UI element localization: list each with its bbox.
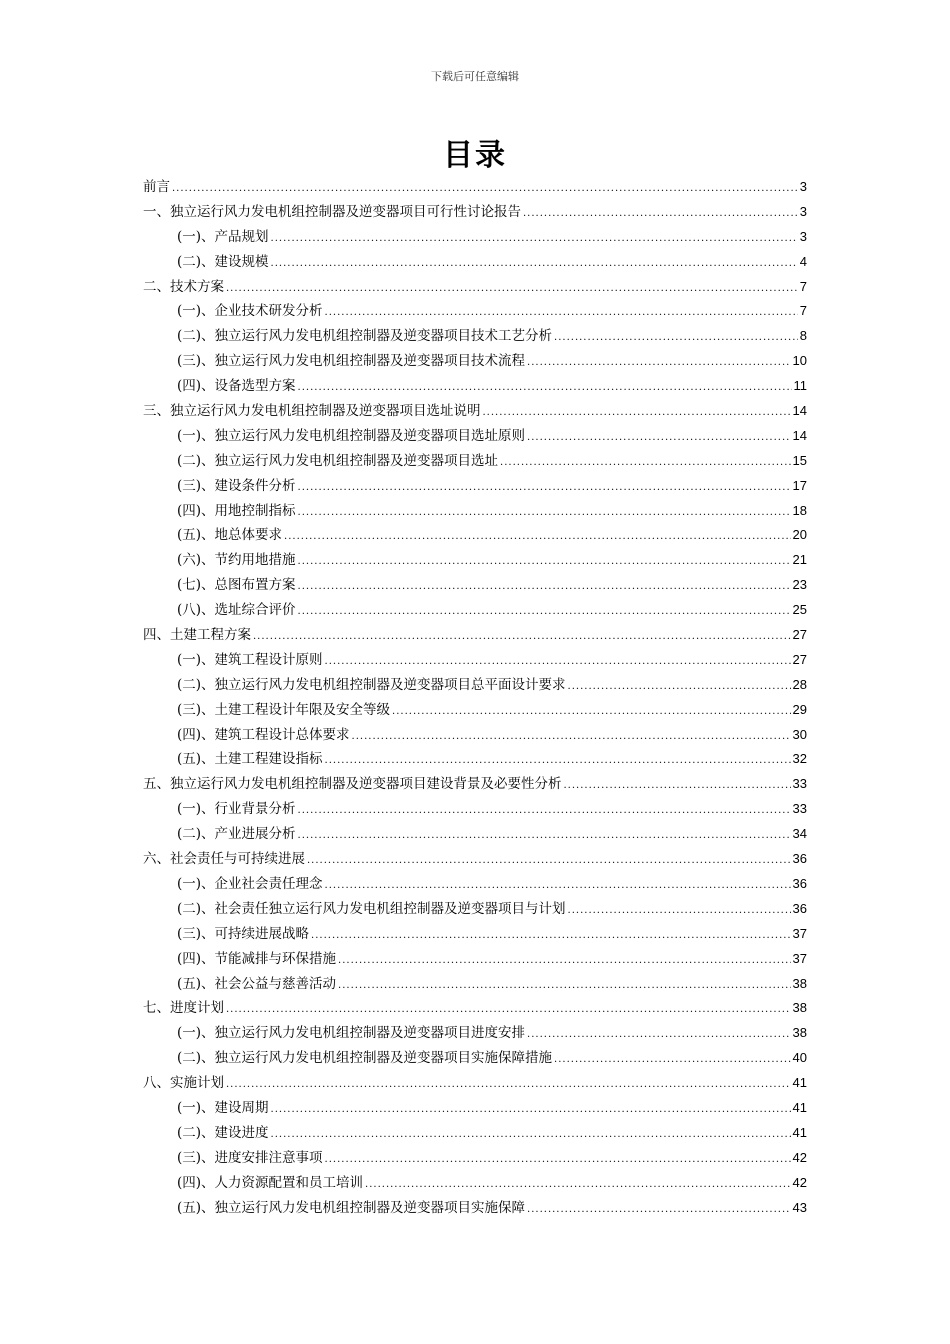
- toc-leader-dots: [352, 725, 791, 750]
- toc-leader-dots: [500, 451, 790, 476]
- toc-entry-page: 3: [799, 228, 807, 244]
- toc-entry-page: 37: [792, 950, 807, 966]
- toc-entry-page: 34: [792, 826, 807, 842]
- toc-entry-label: 七、进度计划: [143, 1000, 224, 1017]
- toc-leader-dots: [325, 1148, 791, 1173]
- toc-entry-page: 7: [799, 303, 807, 319]
- toc-entry-label: (四)、用地控制指标: [177, 502, 296, 519]
- toc-entry-page: 11: [793, 378, 807, 394]
- toc-entry[interactable]: [143, 324, 807, 349]
- toc-leader-dots: [338, 974, 790, 999]
- toc-entry-label: (二)、社会责任独立运行风力发电机组控制器及逆变器项目与计划: [177, 900, 566, 917]
- toc-entry-page: 40: [792, 1050, 807, 1066]
- toc-entry-page: 28: [792, 676, 807, 692]
- toc-leader-dots: [527, 351, 790, 376]
- toc-entry-page: 3: [799, 179, 807, 194]
- toc-entry[interactable]: [143, 897, 807, 922]
- toc-entry-label: 三、独立运行风力发电机组控制器及逆变器项目选址说明: [143, 403, 481, 420]
- toc-entry-page: 10: [792, 353, 807, 369]
- toc-leader-dots: [298, 376, 792, 401]
- toc-entry-page: 20: [792, 527, 807, 543]
- toc-entry-page: 21: [792, 552, 807, 568]
- toc-leader-dots: [527, 426, 790, 451]
- toc-leader-dots: [325, 874, 791, 899]
- toc-entry-label: (六)、节约用地措施: [177, 552, 296, 569]
- toc-entry[interactable]: [143, 250, 807, 275]
- toc-entry-page: 8: [799, 328, 807, 344]
- toc-entry[interactable]: [143, 1171, 807, 1196]
- toc-leader-dots: [568, 675, 791, 700]
- toc-leader-dots: [325, 650, 791, 675]
- toc-entry[interactable]: [143, 747, 807, 772]
- toc-entry-label: (四)、节能减排与环保措施: [177, 950, 337, 967]
- toc-leader-dots: [271, 227, 798, 252]
- toc-entry-label: (五)、土建工程建设指标: [177, 751, 323, 768]
- toc-entry-page: 36: [792, 851, 807, 867]
- toc-entry-page: 41: [792, 1075, 807, 1091]
- toc-entry[interactable]: [143, 474, 807, 499]
- toc-leader-dots: [392, 700, 790, 725]
- toc-entry-page: 38: [792, 1025, 807, 1041]
- toc-entry-label: (三)、进度安排注意事项: [177, 1149, 323, 1166]
- toc-entry-label: (三)、土建工程设计年限及安全等级: [177, 701, 391, 718]
- toc-leader-dots: [568, 899, 791, 924]
- toc-entry[interactable]: [143, 673, 807, 698]
- toc-leader-dots: [311, 924, 790, 949]
- toc-entry-label: (二)、产业进展分析: [177, 826, 296, 843]
- toc-leader-dots: [253, 625, 791, 650]
- toc-entry[interactable]: [143, 449, 807, 474]
- toc-entry-page: 41: [792, 1124, 807, 1140]
- toc-entry[interactable]: [143, 598, 807, 623]
- toc-entry[interactable]: [143, 1071, 807, 1096]
- toc-entry-label: (一)、独立运行风力发电机组控制器及逆变器项目选址原则: [177, 427, 526, 444]
- toc-entry-page: 25: [792, 602, 807, 618]
- toc-leader-dots: [172, 177, 798, 202]
- toc-entry-label: (四)、建筑工程设计总体要求: [177, 726, 350, 743]
- toc-entry[interactable]: [143, 499, 807, 524]
- toc-entry-label: (三)、独立运行风力发电机组控制器及逆变器项目技术流程: [177, 353, 526, 370]
- toc-entry-label: (四)、人力资源配置和员工培训: [177, 1174, 364, 1191]
- toc-entry-label: 一、独立运行风力发电机组控制器及逆变器项目可行性讨论报告: [143, 203, 521, 220]
- toc-entry[interactable]: [143, 399, 807, 424]
- toc-entry-page: 38: [792, 1000, 807, 1016]
- toc-entry-label: (二)、独立运行风力发电机组控制器及逆变器项目技术工艺分析: [177, 328, 553, 345]
- toc-entry[interactable]: [143, 1021, 807, 1046]
- toc-leader-dots: [307, 849, 791, 874]
- toc-entry[interactable]: [143, 1096, 807, 1121]
- toc-leader-dots: [298, 476, 791, 501]
- toc-entry[interactable]: [143, 872, 807, 897]
- toc-entry-label: (一)、企业社会责任理念: [177, 875, 323, 892]
- toc-entry[interactable]: [143, 225, 807, 250]
- toc-entry[interactable]: [143, 175, 807, 200]
- toc-leader-dots: [298, 600, 791, 625]
- toc-entry-label: (二)、独立运行风力发电机组控制器及逆变器项目选址: [177, 452, 499, 469]
- toc-entry[interactable]: [143, 972, 807, 997]
- toc-entry[interactable]: [143, 648, 807, 673]
- toc-leader-dots: [226, 1073, 791, 1098]
- toc-entry-label: (八)、选址综合评价: [177, 602, 296, 619]
- toc-entry-page: 4: [799, 253, 807, 269]
- toc-entry[interactable]: [143, 822, 807, 847]
- toc-leader-dots: [483, 401, 791, 426]
- toc-entry-label: (一)、产品规划: [177, 228, 269, 245]
- toc-entry[interactable]: [143, 623, 807, 648]
- toc-leader-dots: [298, 824, 791, 849]
- toc-entry-label: (二)、建设规模: [177, 253, 269, 270]
- toc-entry-label: 八、实施计划: [143, 1075, 224, 1092]
- toc-entry-label: 二、技术方案: [143, 278, 224, 295]
- toc-leader-dots: [365, 1173, 790, 1198]
- toc-entry[interactable]: [143, 200, 807, 225]
- toc-entry[interactable]: [143, 698, 807, 723]
- toc-leader-dots: [298, 575, 791, 600]
- toc-entry-label: (一)、行业背景分析: [177, 801, 296, 818]
- toc-entry[interactable]: [143, 573, 807, 598]
- toc-entry[interactable]: [143, 922, 807, 947]
- toc-entry[interactable]: [143, 548, 807, 573]
- toc-entry-label: (五)、地总体要求: [177, 527, 283, 544]
- toc-entry-page: 30: [792, 726, 807, 742]
- toc-leader-dots: [523, 202, 798, 227]
- toc-entry[interactable]: [143, 349, 807, 374]
- toc-entry-page: 29: [792, 701, 807, 717]
- toc-leader-dots: [554, 326, 798, 351]
- toc-entry[interactable]: [143, 947, 807, 972]
- toc-entry-label: 六、社会责任与可持续进展: [143, 851, 305, 868]
- toc-entry-label: (五)、社会公益与慈善活动: [177, 975, 337, 992]
- toc-leader-dots: [527, 1023, 790, 1048]
- toc-entry-page: 38: [792, 975, 807, 991]
- toc-entry-page: 33: [792, 776, 807, 792]
- toc-entry-page: 42: [792, 1149, 807, 1165]
- toc-leader-dots: [564, 774, 791, 799]
- toc-leader-dots: [298, 550, 791, 575]
- toc-entry-label: (一)、建筑工程设计原则: [177, 651, 323, 668]
- toc-entry-page: 18: [792, 502, 807, 518]
- toc-entry-label: (五)、独立运行风力发电机组控制器及逆变器项目实施保障: [177, 1199, 526, 1216]
- table-of-contents: [143, 175, 807, 1220]
- toc-entry-label: 五、独立运行风力发电机组控制器及逆变器项目建设背景及必要性分析: [143, 776, 562, 793]
- toc-entry-page: 14: [792, 427, 807, 443]
- toc-entry-page: 27: [792, 651, 807, 667]
- toc-entry-page: 7: [799, 278, 807, 294]
- toc-entry-page: 41: [792, 1099, 807, 1115]
- toc-entry[interactable]: [143, 1121, 807, 1146]
- toc-leader-dots: [325, 301, 798, 326]
- toc-entry[interactable]: [143, 847, 807, 872]
- toc-entry-page: 36: [792, 875, 807, 891]
- toc-leader-dots: [271, 1098, 791, 1123]
- toc-entry[interactable]: [143, 275, 807, 300]
- toc-leader-dots: [527, 1198, 790, 1223]
- toc-entry-label: (二)、独立运行风力发电机组控制器及逆变器项目总平面设计要求: [177, 676, 566, 693]
- toc-entry[interactable]: [143, 299, 807, 324]
- toc-entry-page: 33: [792, 801, 807, 817]
- toc-leader-dots: [284, 525, 790, 550]
- toc-leader-dots: [298, 799, 791, 824]
- toc-entry-label: (一)、企业技术研发分析: [177, 303, 323, 320]
- toc-entry-page: 27: [792, 627, 807, 643]
- toc-leader-dots: [271, 1123, 791, 1148]
- toc-entry-label: (一)、独立运行风力发电机组控制器及逆变器项目进度安排: [177, 1025, 526, 1042]
- toc-entry-page: 43: [792, 1199, 807, 1215]
- toc-entry[interactable]: [143, 1146, 807, 1171]
- toc-entry[interactable]: [143, 1046, 807, 1071]
- toc-entry[interactable]: [143, 723, 807, 748]
- toc-entry-label: (一)、建设周期: [177, 1099, 269, 1116]
- toc-leader-dots: [226, 277, 798, 302]
- toc-entry-page: 14: [792, 403, 807, 419]
- page-header-note: 下载后可任意编辑: [431, 70, 519, 83]
- toc-leader-dots: [271, 252, 798, 277]
- toc-entry[interactable]: [143, 374, 807, 399]
- toc-entry-page: 37: [792, 925, 807, 941]
- toc-entry[interactable]: [143, 772, 807, 797]
- toc-entry-page: 32: [792, 751, 807, 767]
- toc-leader-dots: [226, 998, 791, 1023]
- toc-entry-label: 前言: [143, 179, 170, 195]
- toc-entry-label: (二)、建设进度: [177, 1124, 269, 1141]
- toc-entry-page: 42: [792, 1174, 807, 1190]
- toc-leader-dots: [338, 949, 790, 974]
- toc-entry-label: (三)、可持续进展战略: [177, 925, 310, 942]
- toc-leader-dots: [554, 1048, 790, 1073]
- toc-entry-label: (四)、设备选型方案: [177, 378, 296, 395]
- toc-entry[interactable]: [143, 996, 807, 1021]
- toc-entry-page: 23: [792, 577, 807, 593]
- toc-entry[interactable]: [143, 1196, 807, 1221]
- toc-entry[interactable]: [143, 424, 807, 449]
- toc-entry[interactable]: [143, 523, 807, 548]
- toc-entry-label: (七)、总图布置方案: [177, 577, 296, 594]
- toc-title: 目录: [443, 138, 507, 173]
- toc-leader-dots: [325, 749, 791, 774]
- toc-leader-dots: [298, 501, 791, 526]
- toc-entry-page: 3: [799, 203, 807, 219]
- toc-entry[interactable]: [143, 797, 807, 822]
- toc-entry-label: (三)、建设条件分析: [177, 477, 296, 494]
- toc-entry-page: 17: [792, 477, 807, 493]
- toc-entry-label: 四、土建工程方案: [143, 627, 251, 644]
- toc-entry-page: 36: [792, 900, 807, 916]
- toc-entry-label: (二)、独立运行风力发电机组控制器及逆变器项目实施保障措施: [177, 1050, 553, 1067]
- toc-entry-page: 15: [792, 452, 807, 468]
